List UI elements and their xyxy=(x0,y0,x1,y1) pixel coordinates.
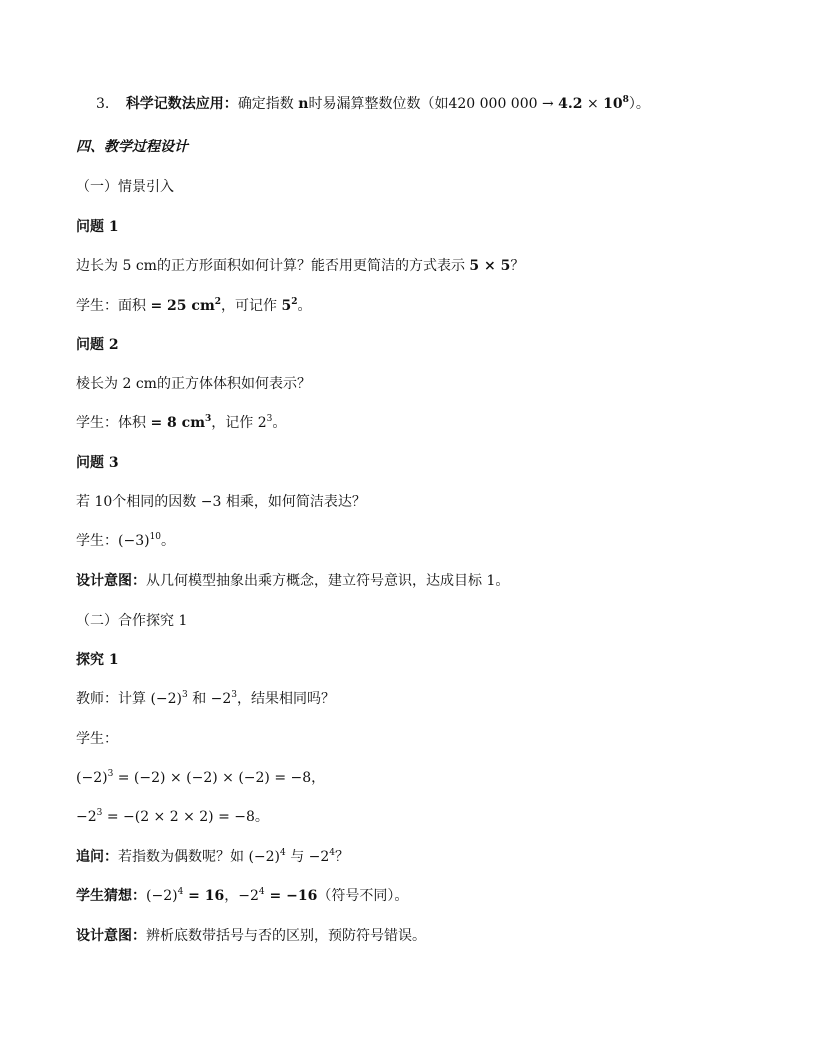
fu-exp2: 4 xyxy=(329,848,336,858)
q3-text-a: 若 xyxy=(76,494,90,510)
sci-base: 4.2 xyxy=(558,96,583,112)
guess-sep: ， xyxy=(224,888,239,904)
guess-base1: (−2) xyxy=(146,888,178,904)
explore-1-title: 探究 1 xyxy=(76,652,119,668)
q1-pow-base: 5 xyxy=(281,298,292,314)
q3-text-b: 个相同的因数 xyxy=(112,494,197,510)
q1-text-b: 的正方形面积如何计算？能否用更简洁的方式表示 xyxy=(156,258,465,274)
e1-expr1-base: (−2) xyxy=(150,691,183,707)
explore-1-line-1 xyxy=(76,768,325,788)
question-3-text xyxy=(76,492,366,512)
e1-line1-base: (−2) xyxy=(76,770,108,786)
fu-qmark: ？ xyxy=(335,849,350,865)
question-1-answer xyxy=(76,296,312,316)
math-n: n xyxy=(298,96,309,112)
fu-exp1: 4 xyxy=(280,848,286,858)
q1-eq xyxy=(150,298,221,314)
q2-text-a: 棱长为 xyxy=(76,376,118,392)
q1-pow-exp: 2 xyxy=(291,297,298,307)
followup-text: 若指数为偶数呢？如 xyxy=(118,849,244,865)
e1-line2-rest: = −(2 × 2 × 2) = −8。 xyxy=(102,809,269,825)
q1-eq-text: = 25 cm xyxy=(150,298,215,314)
fu-and: 与 xyxy=(290,849,305,865)
q3-pow-exp: 10 xyxy=(149,532,162,542)
guess-val2: = −16 xyxy=(264,888,318,904)
e1-expr2-base: −2 xyxy=(210,691,232,707)
q3-factor: −3 xyxy=(200,494,222,510)
q2-ans-a: 体积 xyxy=(118,415,146,431)
item-close: ）。 xyxy=(628,96,650,112)
q1-ans-a: 面积 xyxy=(118,298,146,314)
question-3-answer xyxy=(76,531,175,551)
q1-value: 5 xyxy=(122,258,132,274)
list-item-3 xyxy=(96,94,650,114)
question-2-answer xyxy=(76,413,286,433)
q1-text-a: 边长为 xyxy=(76,258,118,274)
q2-end: 。 xyxy=(272,415,287,431)
explore-1-student-label: 学生： xyxy=(76,731,118,747)
q1-ans-b: ，可记作 xyxy=(221,298,278,314)
explore-1-teacher xyxy=(76,689,335,709)
q2-eq-text: = 8 cm xyxy=(150,415,206,431)
intent-label: 设计意图： xyxy=(76,928,146,944)
item-text: 确定指数 xyxy=(237,96,294,112)
explore-1-line-2 xyxy=(76,807,269,827)
q2-ans-b: ，记作 xyxy=(211,415,254,431)
intent-label: 设计意图： xyxy=(76,573,146,589)
sci-ten: 10 xyxy=(603,96,623,112)
e1-text-a: 计算 xyxy=(118,691,146,707)
question-2-title: 问题 2 xyxy=(76,337,119,353)
q3-count: 10 xyxy=(94,494,113,510)
question-1-text xyxy=(76,256,524,276)
q1-expr: 5 × 5 xyxy=(469,258,511,274)
q1-end: 。 xyxy=(297,298,312,314)
guess-exp2: 4 xyxy=(258,887,265,897)
teacher-label: 教师： xyxy=(76,691,118,707)
design-intent-1 xyxy=(76,571,509,591)
question-2-text xyxy=(76,374,311,394)
q3-end: 。 xyxy=(161,533,176,549)
design-intent-2 xyxy=(76,926,426,946)
question-3-title: 问题 3 xyxy=(76,455,119,471)
q1-unit: cm xyxy=(135,258,157,274)
guess-note: （符号不同）。 xyxy=(317,888,409,904)
intent-text: 从几何模型抽象出乘方概念，建立符号意识，达成目标 xyxy=(146,573,482,589)
explore-1-guess xyxy=(76,886,408,906)
q2-eq xyxy=(150,415,211,431)
times-sign: × xyxy=(586,96,599,112)
student-label: 学生： xyxy=(76,415,118,431)
student-label: 学生： xyxy=(76,298,118,314)
section-title: 四、教学过程设计 xyxy=(76,139,188,155)
explore-1-followup xyxy=(76,847,349,867)
example-number: 420 000 000 xyxy=(448,96,538,112)
subsection-title: （二）合作探究 1 xyxy=(76,613,188,629)
item-label: 科学记数法应用： xyxy=(125,96,238,112)
q1-eq-sup: 2 xyxy=(214,297,222,307)
list-number: 3. xyxy=(96,96,110,112)
e1-line2-exp: 3 xyxy=(96,808,103,818)
guess-val1: = 16 xyxy=(183,888,225,904)
e1-and: 和 xyxy=(192,691,207,707)
arrow-icon: → xyxy=(541,96,554,112)
q2-pow-base: 2 xyxy=(257,415,267,431)
q3-pow-base: (−3) xyxy=(118,533,150,549)
fu-base2: −2 xyxy=(308,849,330,865)
guess-base2: −2 xyxy=(238,888,259,904)
student-label: 学生： xyxy=(76,533,118,549)
q3-text-c: 相乘，如何简洁表达？ xyxy=(225,494,366,510)
guess-label: 学生猜想： xyxy=(76,888,146,904)
subsection-title: （一）情景引入 xyxy=(76,179,174,195)
e1-line2-base: −2 xyxy=(76,809,97,825)
item-text-b: 时易漏算整数位数（如 xyxy=(308,96,449,112)
guess-exp1: 4 xyxy=(177,887,184,897)
e1-line1-rest: = (−2) × (−2) × (−2) = −8， xyxy=(113,770,326,786)
followup-label: 追问： xyxy=(76,849,118,865)
question-1-title: 问题 1 xyxy=(76,219,119,235)
q2-pow-exp: 3 xyxy=(266,414,273,424)
q2-value: 2 xyxy=(122,376,132,392)
e1-line1-exp: 3 xyxy=(107,769,114,779)
q2-text-b: 的正方体体积如何表示？ xyxy=(156,376,311,392)
fu-base1: (−2) xyxy=(248,849,281,865)
e1-expr1-exp: 3 xyxy=(182,690,188,700)
intent-end: 。 xyxy=(495,573,510,589)
q1-qmark: ？ xyxy=(510,258,525,274)
q2-unit: cm xyxy=(135,376,157,392)
intent-goal: 1 xyxy=(486,573,496,589)
intent-text: 辨析底数带括号与否的区别，预防符号错误。 xyxy=(146,928,426,944)
sci-exp: 8 xyxy=(622,95,629,105)
q2-eq-sup: 3 xyxy=(205,414,212,424)
e1-text-b: ，结果相同吗？ xyxy=(237,691,336,707)
e1-expr2-exp: 3 xyxy=(231,690,238,700)
